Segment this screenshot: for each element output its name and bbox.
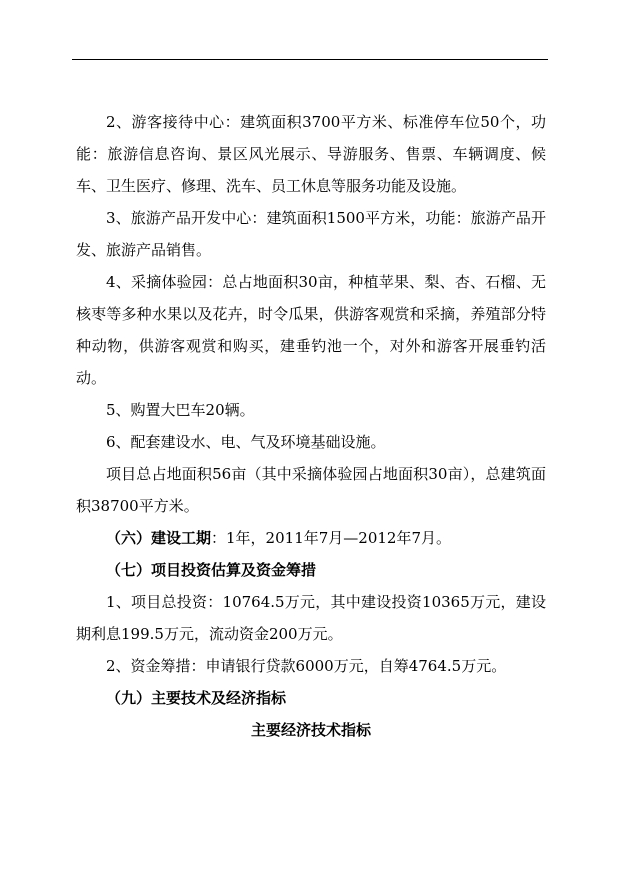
section-nine-heading: （九）主要技术及经济指标 [106,689,287,707]
construction-period [76,522,546,554]
paragraph-infrastructure: 6、配套建设水、电、气及环境基础设施。 [106,433,386,451]
paragraph-picking-garden: 4、采摘体验园：总占地面积30亩，种植苹果、梨、杏、石榴、无核枣等多种水果以及花卉，时令瓜果，供游客观赏和采摘，养殖部分特种动物，供游客观赏和购买，建垂钓池一个，对外和游客开展垂钓活动。 [76,273,546,387]
construction-period-label: （六）建设工期 [106,529,212,547]
paragraph-funding: 2、资金筹措：申请银行贷款6000万元，自筹4764.5万元。 [106,657,507,675]
paragraph-visitor-center: 2、游客接待中心：建筑面积3700平方米、标准停车位50个，功能：旅游信息咨询、景区风光展示、导游服务、售票、车辆调度、候车、卫生医疗、修理、洗车、员工休息等服务功能及设施。 [76,113,546,195]
document-body [76,106,546,746]
header-rule [72,59,548,60]
paragraph-total-area: 项目总占地面积56亩（其中采摘体验园占地面积30亩），总建筑面积38700平方米。 [76,465,546,515]
paragraph-buses: 5、购置大巴车20辆。 [106,401,255,419]
paragraph-investment: 1、项目总投资：10764.5万元，其中建设投资10365万元，建设期利息199.5万元，流动资金200万元。 [76,593,546,643]
table-title: 主要经济技术指标 [250,721,371,739]
section-seven-heading: （七）项目投资估算及资金筹措 [106,561,317,579]
construction-period-text: ：1年，2011年7月—2012年7月。 [211,529,451,547]
paragraph-product-center: 3、旅游产品开发中心：建筑面积1500平方米，功能：旅游产品开发、旅游产品销售。 [76,209,546,259]
